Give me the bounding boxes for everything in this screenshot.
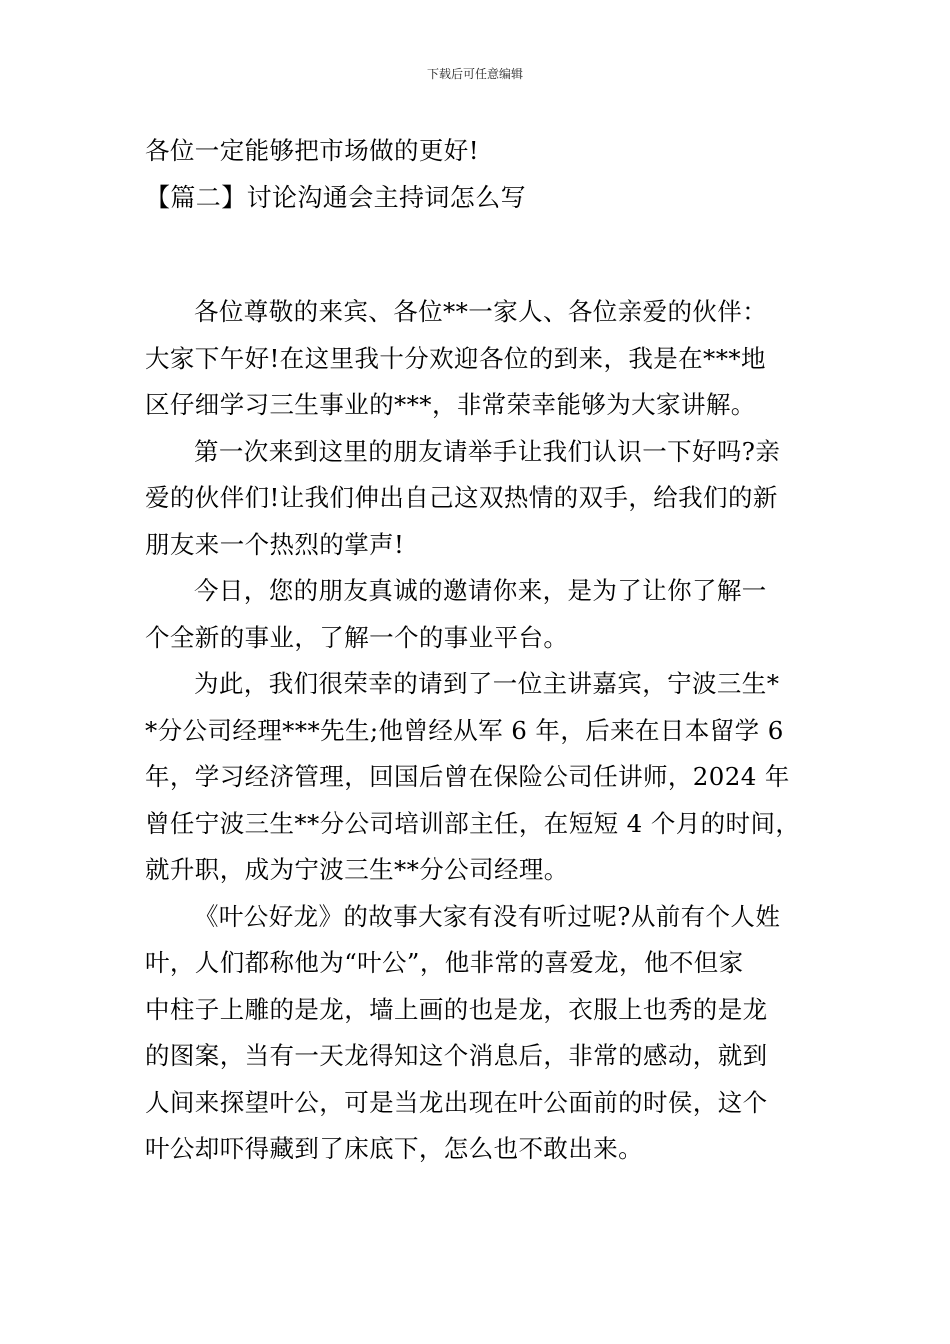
paragraph-story xyxy=(145,894,807,1173)
paragraph-line: 爱的伙伴们!让我们伸出自己这双热情的双手，给我们的新 xyxy=(145,483,778,512)
paragraph-line: 年，学习经济管理，回国后曾在保险公司任讲师，2024 年 xyxy=(145,762,790,791)
paragraph-line: 为此，我们很荣幸的请到了一位主讲嘉宾，宁波三生* xyxy=(194,669,780,698)
paragraph-line: 《叶公好龙》的故事大家有没有听过呢?从前有个人姓 xyxy=(194,901,781,931)
paragraph-line: 就升职，成为宁波三生**分公司经理。 xyxy=(145,855,569,884)
paragraph-line: 今日，您的朋友真诚的邀请你来，是为了让你了解一 xyxy=(194,576,767,605)
paragraph-welcome xyxy=(145,429,807,569)
page-header: 下载后可任意编辑 xyxy=(426,67,523,81)
document-body xyxy=(145,128,807,1173)
intro-line: 各位一定能够把市场做的更好! xyxy=(145,136,479,165)
paragraph-line: 各位尊敬的来宾、各位**一家人、各位亲爱的伙伴： xyxy=(194,297,768,326)
paragraph-speaker-intro xyxy=(145,661,807,894)
paragraph-line: 人间来探望叶公，可是当龙出现在叶公面前的时侯，这个 xyxy=(145,1087,768,1117)
paragraph-line: 叶，人们都称他为“叶公”，他非常的喜爱龙，他不但家 xyxy=(145,948,744,977)
paragraph-line: 叶公却吓得藏到了床底下，怎么也不敢出来。 xyxy=(145,1134,643,1163)
section-heading: 【篇二】讨论沟通会主持词怎么写 xyxy=(145,182,527,212)
paragraph-line: 区仔细学习三生事业的***，非常荣幸能够为大家讲解。 xyxy=(145,390,756,419)
paragraph-line: 的图案，当有一天龙得知这个消息后，非常的感动，就到 xyxy=(145,1041,768,1070)
paragraph-line: 曾任宁波三生**分公司培训部主任，在短短 4 个月的时间， xyxy=(145,808,801,838)
section-spacer xyxy=(145,221,807,289)
paragraph-line: 中柱子上雕的是龙，墙上画的也是龙，衣服上也秀的是龙 xyxy=(145,994,768,1024)
paragraph-line: 第一次来到这里的朋友请举手让我们认识一下好吗?亲 xyxy=(194,436,781,466)
paragraph-line: 朋友来一个热烈的掌声! xyxy=(145,529,405,559)
paragraph-greeting xyxy=(145,289,807,429)
paragraph-invitation xyxy=(145,568,807,661)
paragraph-line: *分公司经理***先生;他曾经从军 6 年，后来在日本留学 6 xyxy=(145,715,784,745)
paragraph-line: 个全新的事业，了解一个的事业平台。 xyxy=(145,622,569,652)
paragraph-line: 大家下午好!在这里我十分欢迎各位的到来，我是在***地 xyxy=(145,343,766,373)
